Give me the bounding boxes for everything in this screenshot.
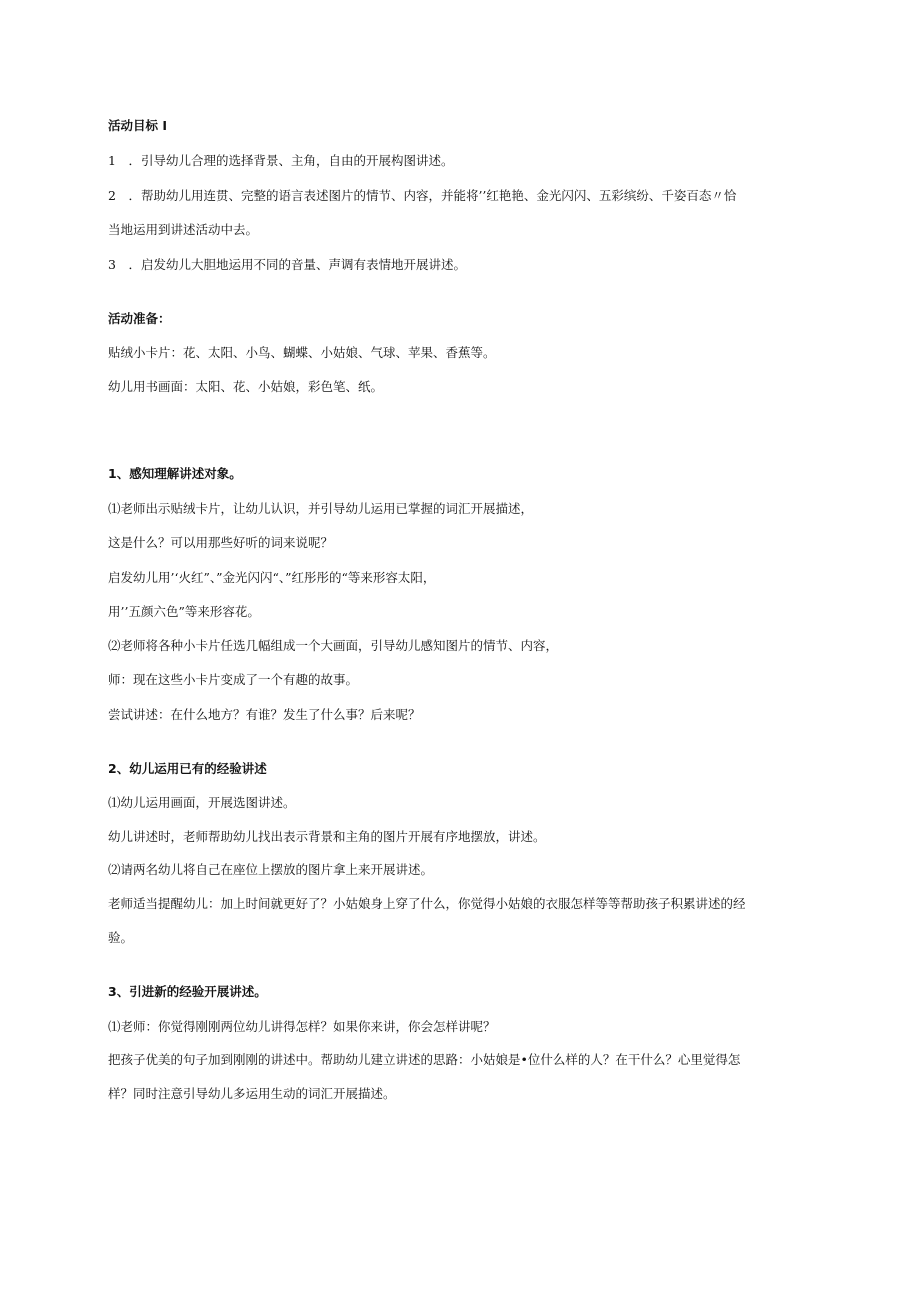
section-1-heading: 1、感知理解讲述对象。 xyxy=(108,466,242,481)
section-2-line: ⑵请两名幼儿将自己在座位上摆放的图片拿上来开展讲述。 xyxy=(108,862,434,877)
goal-item-3: 3 ．启发幼儿大胆地运用不同的音量、声调有表情地开展讲述。 xyxy=(108,257,466,272)
section-3-line: 把孩子优美的句子加到刚刚的讲述中。帮助幼儿建立讲述的思路：小姑娘是•位什么样的人？在干什么？心里觉得怎 xyxy=(108,1052,741,1067)
goal-item-2-line-2: 当地运用到讲述活动中去。 xyxy=(108,222,259,237)
goals-heading: 活动目标 I xyxy=(108,118,168,133)
section-1-line: 启发幼儿用’‘火红”、”金光闪闪“、”红彤彤的“等来形容太阳， xyxy=(108,570,436,585)
section-2-line: ⑴幼儿运用画面，开展选图讲述。 xyxy=(108,795,296,810)
section-1-line: 师：现在这些小卡片变成了一个有趣的故事。 xyxy=(108,672,359,687)
section-1-line: 尝试讲述：在什么地方？有谁？发生了什么事？后来呢？ xyxy=(108,707,421,722)
section-2-line: 验。 xyxy=(108,930,134,945)
section-1-line: ⑴老师出示贴绒卡片，让幼儿认识，并引导幼儿运用已掌握的词汇开展描述， xyxy=(108,501,534,516)
section-2-heading: 2、幼儿运用已有的经验讲述 xyxy=(108,761,267,776)
section-3-line: 样？同时注意引导幼儿多运用生动的词汇开展描述。 xyxy=(108,1086,396,1101)
goal-item-1: 1 ．引导幼儿合理的选择背景、主角，自由的开展构图讲述。 xyxy=(108,153,454,168)
goal-item-2-line-1: 2 ．帮助幼儿用连贯、完整的语言表述图片的情节、内容，并能将’’红艳艳、金光闪闪、五彩缤纷、千姿百态〃恰 xyxy=(108,188,737,203)
section-3-heading: 3、引进新的经验开展讲述。 xyxy=(108,984,267,999)
section-1-line: ⑵老师将各种小卡片任选几幅组成一个大画面，引导幼儿感知图片的情节、内容， xyxy=(108,638,559,653)
section-2-line: 老师适当提醒幼儿：加上时间就更好了？小姑娘身上穿了什么，你觉得小姑娘的衣服怎样等等帮助孩子积累讲述的经 xyxy=(108,896,746,911)
prep-line-2: 幼儿用书画面：太阳、花、小姑娘，彩色笔、纸。 xyxy=(108,379,384,394)
prep-line-1: 贴绒小卡片：花、太阳、小鸟、蝴蝶、小姑娘、气球、苹果、香蕉等。 xyxy=(108,345,496,360)
section-3-line: ⑴老师：你觉得刚刚两位幼儿讲得怎样？如果你来讲，你会怎样讲呢？ xyxy=(108,1019,496,1034)
prep-heading: 活动准备： xyxy=(108,311,171,326)
section-1-line: 用’’五颜六色”等来形容花。 xyxy=(108,604,260,619)
section-1-line: 这是什么？可以用那些好听的词来说呢？ xyxy=(108,535,334,550)
section-2-line: 幼儿讲述时，老师帮助幼儿找出表示背景和主角的图片开展有序地摆放，讲述。 xyxy=(108,829,546,844)
